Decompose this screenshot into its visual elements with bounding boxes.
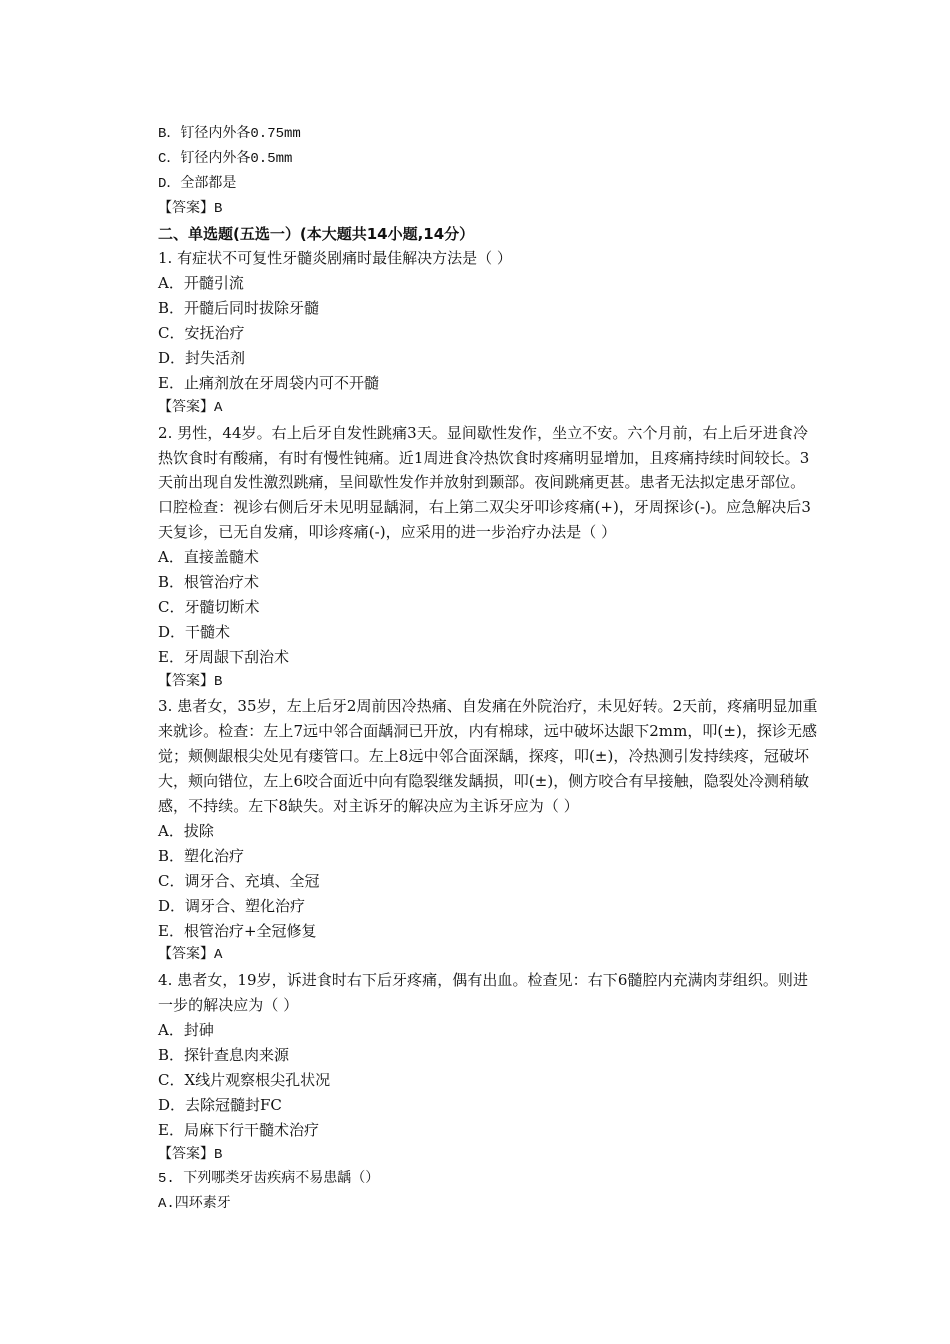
option-line: C．牙髓切断术 <box>158 597 260 616</box>
document-body <box>158 122 886 1217</box>
option-line: C．X线片观察根尖孔状况 <box>158 1070 331 1089</box>
option-line: D．封失活剂 <box>158 349 246 368</box>
question-stem <box>158 968 886 1018</box>
option-line: E．局麻下行干髓术治疗 <box>158 1120 319 1139</box>
stem-line: 觉；颊侧龈根尖处见有瘘管口。左上8远中邻合面深龋，探疼，叩(±)，冷热测引发持续疼，冠破坏 <box>158 747 810 766</box>
stem-line: 一步的解决应为（ ） <box>158 996 299 1015</box>
section-heading: 二、单选题(五选一）(本大题共14小题,14分） <box>158 224 475 243</box>
option-line: C．调牙合、充填、全冠 <box>158 871 320 890</box>
option-line: E．止痛剂放在牙周袋内可不开髓 <box>158 373 379 392</box>
option-line: C．安抚治疗 <box>158 324 245 343</box>
stem-line: 感，不持续。左下8缺失。对主诉牙的解决应为主诉牙应为（ ） <box>158 797 579 816</box>
question-stem <box>158 694 886 818</box>
option-line: A．直接盖髓术 <box>158 548 259 567</box>
option-line: E．牙周龈下刮治术 <box>158 647 289 666</box>
stem-line: 热饮食时有酸痛，有时有慢性钝痛。近1周进食冷热饮食时疼痛明显增加，且疼痛持续时间较长。3 <box>158 448 810 467</box>
answer-line: 【答案】B <box>158 673 223 690</box>
question-stem <box>158 421 886 545</box>
option-line: C．钉径内外各0.5mm <box>158 150 293 167</box>
stem-line: 大，颊向错位，左上6咬合面近中向有隐裂继发龋损，叩(±)，侧方咬合有早接触，隐裂处冷测稍敏 <box>158 772 810 791</box>
option-line: B．根管治疗术 <box>158 573 260 592</box>
stem-line: 3. 患者女，35岁，左上后牙2周前因冷热痛、自发痛在外院治疗，未见好转。2天前，疼痛明显加重 <box>158 697 818 716</box>
question-stem: 1. 有症状不可复性牙髓炎剧痛时最佳解决方法是（ ） <box>158 249 512 268</box>
option-line: D．去除冠髓封FC <box>158 1095 282 1114</box>
stem-line: 4. 患者女，19岁，诉进食时右下后牙疼痛，偶有出血。检查见：右下6髓腔内充满肉芽组织。则进 <box>158 971 809 990</box>
option-line: D．干髓术 <box>158 622 231 641</box>
stem-line: 天复诊，已无自发痛，叩诊疼痛(-)，应采用的进一步治疗办法是（ ） <box>158 523 617 542</box>
option-line: A.四环素牙 <box>158 1196 231 1213</box>
stem-line: 天前出现自发性激烈跳痛，呈间歇性发作并放射到颞部。夜间跳痛更甚。患者无法拟定患牙部位。 <box>158 473 806 492</box>
option-line: B．探针查息肉来源 <box>158 1045 290 1064</box>
option-line: B．钉径内外各0.75mm <box>158 126 301 142</box>
answer-line: 【答案】B <box>158 1146 223 1163</box>
stem-line: 来就诊。检查：左上7远中邻合面龋洞已开放，内有棉球，远中破坏达龈下2mm，叩(±)，探诊无感 <box>158 722 818 741</box>
stem-line: 2. 男性，44岁。右上后牙自发性跳痛3天。显间歇性发作，坐立不安。六个月前，右上后牙进食冷 <box>158 423 809 442</box>
option-line: B．塑化治疗 <box>158 846 245 865</box>
option-line: A．拔除 <box>158 821 214 840</box>
option-line: E．根管治疗+全冠修复 <box>158 921 317 940</box>
option-line: D．调牙合、塑化治疗 <box>158 896 306 915</box>
stem-line: 口腔检查：视诊右侧后牙未见明显龋洞，右上第二双尖牙叩诊疼痛(+)，牙周探诊(-)。应急解决后3 <box>158 498 811 517</box>
option-line: B．开髓后同时拔除牙髓 <box>158 299 320 318</box>
answer-line: 【答案】B <box>158 200 223 217</box>
option-line: D．全部都是 <box>158 175 237 192</box>
option-line: A．封砷 <box>158 1021 214 1040</box>
question-stem: 5. 下列哪类牙齿疾病不易患龋（） <box>158 1171 380 1188</box>
answer-line: 【答案】A <box>158 399 223 416</box>
option-line: A．开髓引流 <box>158 274 244 293</box>
answer-line: 【答案】A <box>158 947 223 964</box>
